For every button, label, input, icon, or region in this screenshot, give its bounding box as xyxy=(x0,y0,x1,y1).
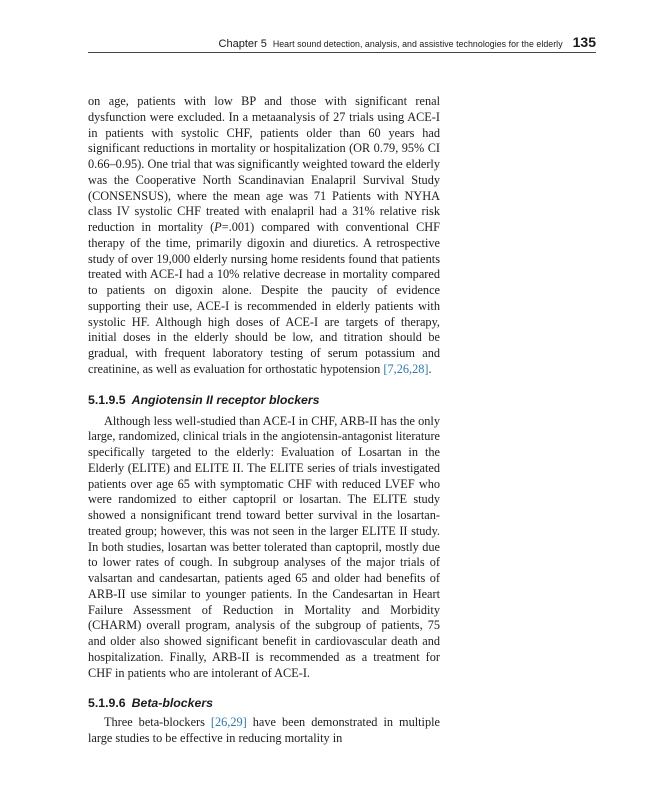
body-text xyxy=(88,94,440,747)
section-number: 5.1.9.5 xyxy=(88,392,126,407)
citation-link-26-29[interactable]: [26,29] xyxy=(210,715,247,730)
chapter-title: Heart sound detection, analysis, and assistive technologies for the elderly xyxy=(272,39,563,49)
para3-text-b: have been demonstrated in multiple large studies to be effective in reducing mortality in xyxy=(88,715,440,745)
paragraph-arb: Although less well-studied than ACE-I in CHF, ARB-II has the only large, randomized, clinical trials in the angiotensin-antagonist literature specifically targeted to the elderly: Evaluation of Losartan in the Elderly (ELITE) and ELITE II. The ELITE series of trials investigated patients over age 65 with symptomatic CHF with reduced LVEF who were randomized to either captopril or losartan. The ELITE study showed a nonsignificant trend toward better survival in the losartan-treated group; however, this was not seen in the larger ELITE II study. In both studies, losartan was better tolerated than captopril, mostly due to lower rates of cough. In subgroup analyses of the major trials of valsartan and candesartan, patients aged 65 and older had benefits of ARB-II use similar to younger patients. In the Candesartan in Heart Failure Assessment of Reduction in Mortality and Morbidity (CHARM) overall program, analysis of the subgroup of patients, 75 and older also showed significant benefit in cardiovascular death and hospitalization. Finally, ARB-II is recommended as a treatment for CHF in patients who are intolerant of ACE-I. xyxy=(88,413,440,680)
citation-link-7-26-28[interactable]: [7,26,28] xyxy=(383,361,429,376)
paragraph-beta-blockers xyxy=(88,715,440,747)
section-number: 5.1.9.6 xyxy=(88,696,126,711)
section-title: Angiotensin II receptor blockers xyxy=(131,392,320,407)
para3-text-a: Three beta-blockers xyxy=(104,715,211,730)
para1-text-a: on age, patients with low BP and those with significant renal dysfunction were excluded. In a metaanalysis of 27 trials using ACE-I in patients with systolic CHF, patients older than 60 years had significant reductions in mortality or hospitalization (OR 0.79, 95% CI 0.66–0.95). One trial that was significantly weighted toward the elderly was the Cooperative North Scandinavian Enalapril Survival Study (CONSENSUS), where the mean age was 71 Patients with NYHA class IV systolic CHF treated with enalapril had a 31% relative risk reduction in mortality ( xyxy=(88,94,440,234)
running-head xyxy=(88,34,596,52)
paragraph-ace-inhibitors xyxy=(88,94,440,378)
page-number: 135 xyxy=(572,34,596,50)
p-value-symbol: P xyxy=(214,220,222,234)
section-title: Beta-blockers xyxy=(131,696,213,711)
chapter-label: Chapter 5 xyxy=(218,38,267,50)
para1-end: . xyxy=(428,361,432,376)
section-heading-beta-blockers xyxy=(88,695,440,711)
section-heading-arb xyxy=(88,392,440,408)
para1-text-b: =.001) compared with conventional CHF therapy of the time, primarily digoxin and diuretics. A retrospective study of over 19,000 elderly nursing home residents found that patients treated with ACE-I had a 10% relative decrease in mortality compared to patients on digoxin alone. Despite the paucity of evidence supporting their use, ACE-I is recommended in elderly patients with systolic HF. Although high doses of ACE-I are targets of therapy, initial doses in the elderly should be low, and titration should be gradual, with frequent laboratory testing of serum potassium and creatinine, as well as evaluation for orthostatic hypotension xyxy=(88,220,440,376)
header-rule xyxy=(88,52,596,53)
